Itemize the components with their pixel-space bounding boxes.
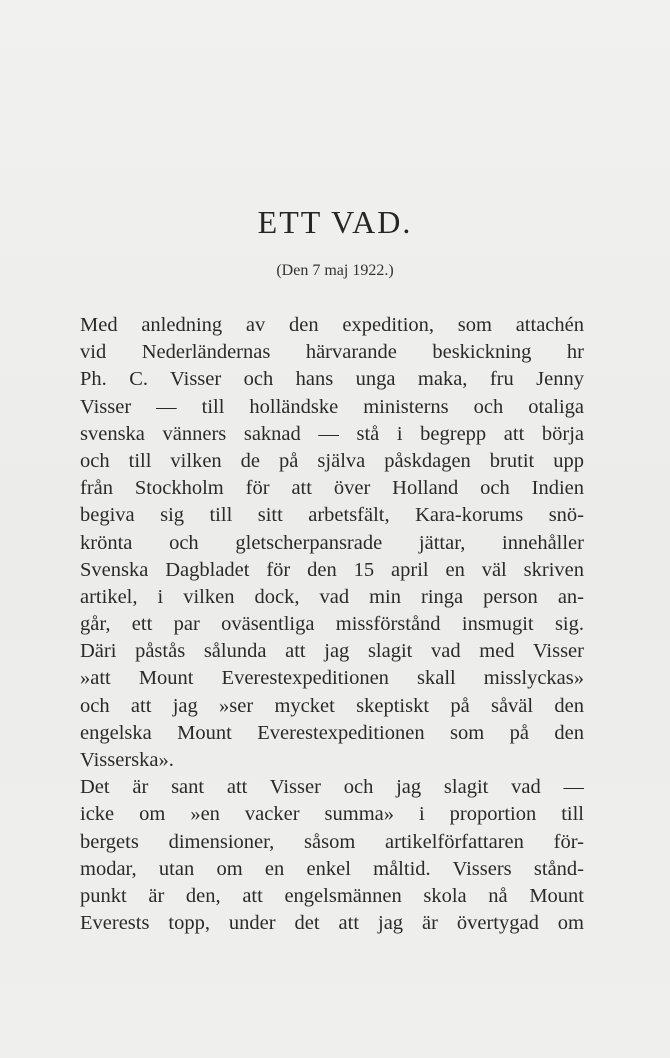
text-line: och till vilken de på själva påskdagen brutit upp [80,449,584,472]
text-line: Visserska». [80,749,174,771]
text-line: Däri påstås sålunda att jag slagit vad med Visser [80,640,584,663]
text-line: Det är sant att Visser och jag slagit vad — [80,776,584,799]
text-line: Everests topp, under det att jag är övertygad om [80,912,584,935]
text-line: engelska Mount Everestexpeditionen som på den [80,721,584,744]
text-line: Svenska Dagbladet för den 15 april en väl skriven [80,558,584,581]
text-line: begiva sig till sitt arbetsfält, Kara-korums snö- [80,504,584,527]
text-line: vid Nederländernas härvarande beskickning hr [80,341,584,364]
text-line: icke om »en vacker summa» i proportion till [80,803,584,826]
text-line: Visser — till holländske ministerns och otaliga [80,395,584,418]
text-line: »att Mount Everestexpeditionen skall misslyckas» [80,667,584,690]
text-line: Ph. C. Visser och hans unga maka, fru Jenny [80,368,584,391]
body-text [80,312,584,937]
text-line: går, ett par oväsentliga missförstånd insmugit sig. [80,613,584,636]
page-title: ETT VAD. [257,204,413,240]
text-line: bergets dimensioner, såsom artikelförfattaren för- [80,830,584,853]
date-line: (Den 7 maj 1922.) [276,262,394,279]
text-line: punkt är den, att engelsmännen skola nå Mount [80,884,584,907]
text-line: och att jag »ser mycket skeptiskt på såväl den [80,694,584,717]
text-line: modar, utan om en enkel måltid. Vissers stånd- [80,857,584,880]
text-line: krönta och gletscherpansrade jättar, innehåller [80,531,584,554]
text-line: svenska vänners saknad — stå i begrepp att börja [80,422,584,445]
text-line: artikel, i vilken dock, vad min ringa person an- [80,585,584,608]
text-line: Med anledning av den expedition, som attachén [80,314,584,336]
text-line: från Stockholm för att över Holland och Indien [80,477,584,500]
